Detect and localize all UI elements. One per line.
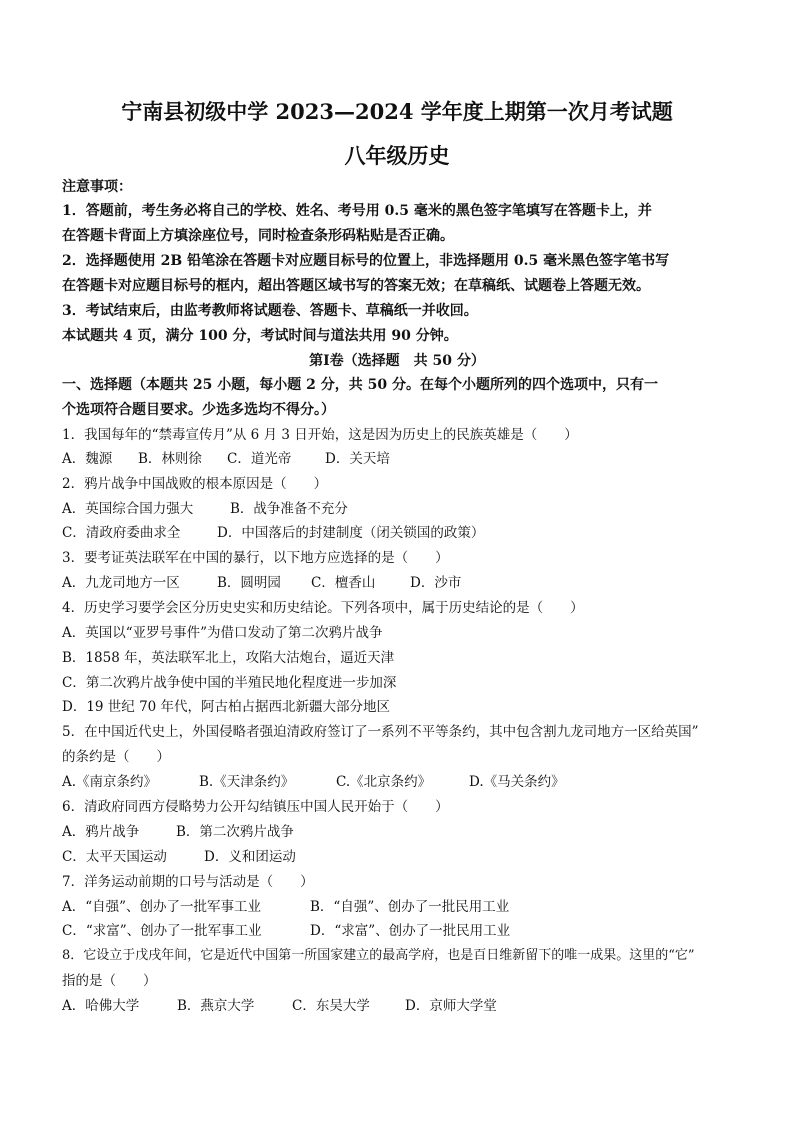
question-stem: 4．历史学习要学会区分历史史实和历史结论。下列各项中，属于历史结论的是（ ） — [62, 600, 584, 616]
notes-heading: 注意事项： — [62, 179, 132, 195]
option: B．圆明园 — [217, 575, 281, 591]
option: D．“求富”、创办了一批民用工业 — [310, 923, 511, 939]
option: D．义和团运动 — [204, 849, 296, 865]
option: C．第二次鸦片战争使中国的半殖民地化程度进一步加深 — [62, 675, 397, 691]
option: B.《天津条约》 — [199, 774, 295, 790]
option: D．京师大学堂 — [405, 998, 497, 1014]
option: B．战争准备不充分 — [230, 501, 348, 517]
note-line: 1．答题前，考生务必将自己的学校、姓名、考号用 0.5 毫米的黑色签字笔填写在答题卡上，并 — [62, 203, 652, 219]
option: C．“求富”、创办了一批军事工业 — [62, 923, 262, 939]
note-line: 3．考试结束后，由监考教师将试题卷、答题卡、草稿纸一并收回。 — [62, 303, 478, 319]
question-stem-cont: 指的是（ ） — [62, 973, 157, 989]
option: A.《南京条约》 — [62, 774, 158, 790]
question-stem: 1．我国每年的“禁毒宣传月”从 6 月 3 日开始，这是因为历史上的民族英雄是（ ） — [62, 427, 578, 443]
question-options — [62, 922, 510, 940]
option: B．第二次鸦片战争 — [176, 824, 294, 840]
section-title: 第Ⅰ卷（选择题 共 50 分） — [309, 353, 485, 369]
option: D．关天培 — [325, 451, 390, 467]
note-line: 本试题共 4 页，满分 100 分，考试时间与道法共用 90 分钟。 — [62, 328, 458, 344]
question-options — [62, 574, 461, 592]
option: C.《北京条约》 — [336, 774, 432, 790]
question-stem: 6．清政府同西方侵略势力公开勾结镇压中国人民开始于（ ） — [62, 799, 449, 815]
option: C．太平天国运动 — [62, 849, 167, 865]
option: A．鸦片战争 — [62, 824, 140, 840]
option: C．东吴大学 — [292, 998, 370, 1014]
question-stem: 8．它设立于戊戌年间，它是近代中国第一所国家建立的最高学府，也是百日维新留下的唯一成果。这里的“它” — [62, 948, 695, 963]
question-stem: 2．鸦片战争中国战败的根本原因是（ ） — [62, 476, 328, 492]
option: A．“自强”、创办了一批军事工业 — [62, 899, 262, 915]
question-options — [62, 823, 294, 841]
question-options — [62, 450, 390, 468]
note-line: 2．选择题使用 2B 铅笔涂在答题卡对应题目标号的位置上，非选择题用 0.5 毫米黑色签字笔书写 — [62, 253, 670, 269]
question-options — [62, 898, 509, 916]
section-intro: 一、选择题（本题共 25 小题，每小题 2 分，共 50 分。在每个小题所列的四个选项中，只有一 — [62, 377, 658, 393]
question-options — [62, 500, 348, 518]
option: B．燕京大学 — [177, 998, 255, 1014]
option: D.《马关条约》 — [469, 774, 565, 790]
exam-title: 宁南县初级中学 2023—2024 学年度上期第一次月考试题 — [121, 99, 673, 124]
option: B．林则徐 — [138, 451, 202, 467]
question-options — [62, 524, 484, 542]
option: A．魏源 — [62, 451, 113, 467]
option: A．英国综合国力强大 — [62, 501, 194, 517]
question-options — [62, 848, 296, 866]
option: C．道光帝 — [227, 451, 292, 467]
question-stem-cont: 的条约是（ ） — [62, 749, 170, 765]
question-options — [62, 997, 497, 1015]
option: B．“自强”、创办了一批民用工业 — [310, 899, 510, 915]
exam-subtitle: 八年级历史 — [344, 143, 450, 168]
option: D．19 世纪 70 年代，阿古柏占据西北新疆大部分地区 — [62, 699, 391, 715]
option: C．檀香山 — [311, 575, 376, 591]
option: A．哈佛大学 — [62, 998, 140, 1014]
question-stem: 5．在中国近代史上，外国侵略者强迫清政府签订了一系列不平等条约，其中包含割九龙司地方一区给英国” — [62, 724, 699, 740]
option: B．1858 年，英法联军北上，攻陷大沽炮台，逼近天津 — [62, 650, 395, 666]
option: D．沙市 — [410, 575, 462, 591]
option: A．九龙司地方一区 — [62, 575, 180, 591]
section-intro: 个选项符合题目要求。少选多选均不得分。） — [62, 402, 335, 418]
option: C．清政府委曲求全 — [62, 525, 181, 541]
question-stem: 3．要考证英法联军在中国的暴行，以下地方应选择的是（ ） — [62, 550, 449, 566]
question-options — [62, 773, 565, 791]
note-line: 在答题卡对应题目标号的框内，超出答题区域书写的答案无效；在草稿纸、试题卷上答题无效。 — [62, 278, 650, 294]
option: A．英国以“亚罗号事件”为借口发动了第二次鸦片战争 — [62, 625, 383, 641]
note-line: 在答题卡背面上方填涂座位号，同时检查条形码粘贴是否正确。 — [62, 228, 454, 244]
question-stem: 7．洋务运动前期的口号与活动是（ ） — [62, 874, 314, 890]
option: D．中国落后的封建制度（闭关锁国的政策） — [217, 525, 485, 541]
